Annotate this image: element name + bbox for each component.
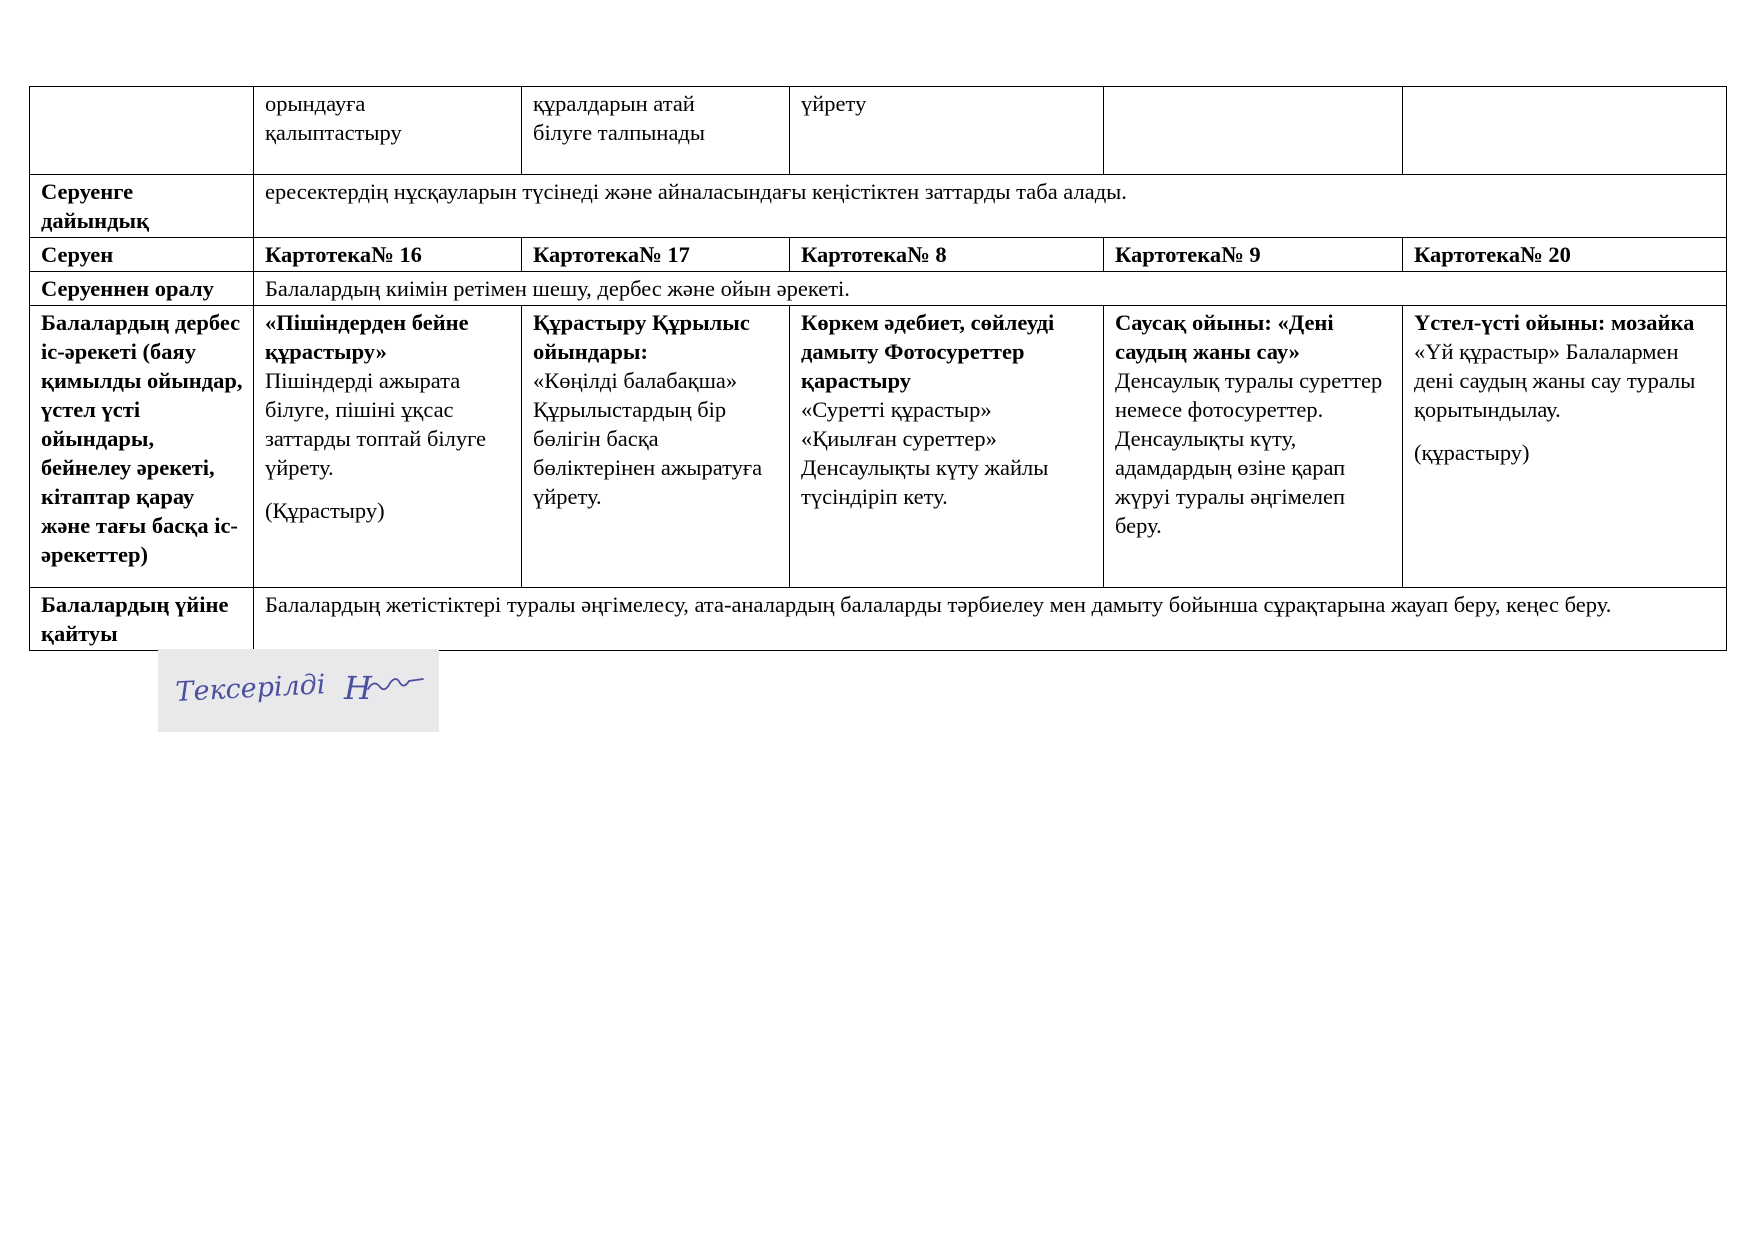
- activity-text: Пішіндерді ажырата білуге, пішіні ұқсас заттарды топтай білуге үйрету.: [265, 368, 487, 480]
- activity-text: «Көңілді балабақша» Құрылыстардың бір бөлігін басқа бөліктерінен ажыратуға үйрету.: [533, 368, 763, 509]
- continued-cell-3: [790, 87, 1104, 175]
- empty-label-cell: [30, 87, 254, 175]
- walk-card-1: Картотека№ 16: [254, 238, 522, 272]
- activity-text: «Суретті құрастыр» «Қиылған суреттер» Денсаулықты күту жайлы түсіндіріп кету.: [801, 397, 1049, 509]
- stamp-initial: Н: [344, 669, 372, 707]
- independent-label: Балалардың дербес іс-әрекеті (баяу қимылды ойындар, үстел үсті ойындары, бейнелеу әрекеті, кітаптар қарау және тағы басқа іс-әрекеттер): [30, 306, 254, 588]
- independent-row: [30, 306, 1727, 588]
- walk-card-5: Картотека№ 20: [1403, 238, 1727, 272]
- empty-cell: [1403, 87, 1727, 175]
- activity-cell-2: [522, 306, 790, 588]
- prep-row: [30, 175, 1727, 238]
- activity-cell-4: [1104, 306, 1403, 588]
- activity-title: Көркем әдебиет, сөйлеуді дамыту Фотосуреттер қарастыру: [801, 310, 1055, 393]
- activity-text: Денсаулық туралы суреттер немесе фотосуреттер. Денсаулықты күту, адамдардың өзіне қарап жүруі туралы әңгімелеп беру.: [1115, 368, 1383, 538]
- continued-text: құралдарын атай: [533, 91, 695, 116]
- signature-stroke: [368, 679, 423, 689]
- activity-cell-5: [1403, 306, 1727, 588]
- continued-cell-2: [522, 87, 790, 175]
- handwritten-approval-stamp: [158, 649, 439, 732]
- activity-title: Үстел-үсті ойыны: мозайка: [1414, 310, 1695, 335]
- continued-row: [30, 87, 1727, 175]
- continued-text: орындауға: [265, 91, 366, 116]
- activity-title: «Пішіндерден бейне құрастыру»: [265, 310, 469, 364]
- stamp-text: Тексерілді: [174, 669, 327, 708]
- walk-card-3: Картотека№ 8: [790, 238, 1104, 272]
- walk-card-4: Картотека№ 9: [1104, 238, 1403, 272]
- continued-text: үйрету: [801, 91, 867, 116]
- continued-text: білуге талпынады: [533, 120, 705, 145]
- return-text: Балалардың киімін ретімен шешу, дербес және ойын әрекеті.: [254, 272, 1727, 306]
- prep-label: Серуенге дайындық: [30, 175, 254, 238]
- return-row: [30, 272, 1727, 306]
- activity-text: «Үй құрастыр» Балалармен дені саудың жаны сау туралы қорытындылау.: [1414, 339, 1696, 422]
- return-label: Серуеннен оралу: [30, 272, 254, 306]
- activity-note: (құрастыру): [1414, 440, 1530, 465]
- activity-cell-3: [790, 306, 1104, 588]
- continued-cell-1: [254, 87, 522, 175]
- empty-cell: [1104, 87, 1403, 175]
- prep-text: ересектердің нұсқауларын түсінеді және айналасындағы кеңістіктен заттарды таба алады.: [254, 175, 1727, 238]
- home-row: [30, 588, 1727, 651]
- walk-label: Серуен: [30, 238, 254, 272]
- activity-cell-1: [254, 306, 522, 588]
- activity-title: Құрастыру Құрылыс ойындары:: [533, 310, 750, 364]
- activity-note: (Құрастыру): [265, 498, 385, 523]
- handwritten-signature: [158, 649, 439, 732]
- walk-row: [30, 238, 1727, 272]
- continued-text: қалыптастыру: [265, 120, 402, 145]
- walk-card-2: Картотека№ 17: [522, 238, 790, 272]
- plan-table: [29, 86, 1727, 651]
- home-text: Балалардың жетістіктері туралы әңгімелесу, ата-аналардың балаларды тәрбиелеу мен дамыту бойынша сұрақтарына жауап беру, кеңес беру.: [254, 588, 1727, 651]
- home-label: Балалардың үйіне қайтуы: [30, 588, 254, 651]
- activity-title: Саусақ ойыны: «Дені саудың жаны сау»: [1115, 310, 1334, 364]
